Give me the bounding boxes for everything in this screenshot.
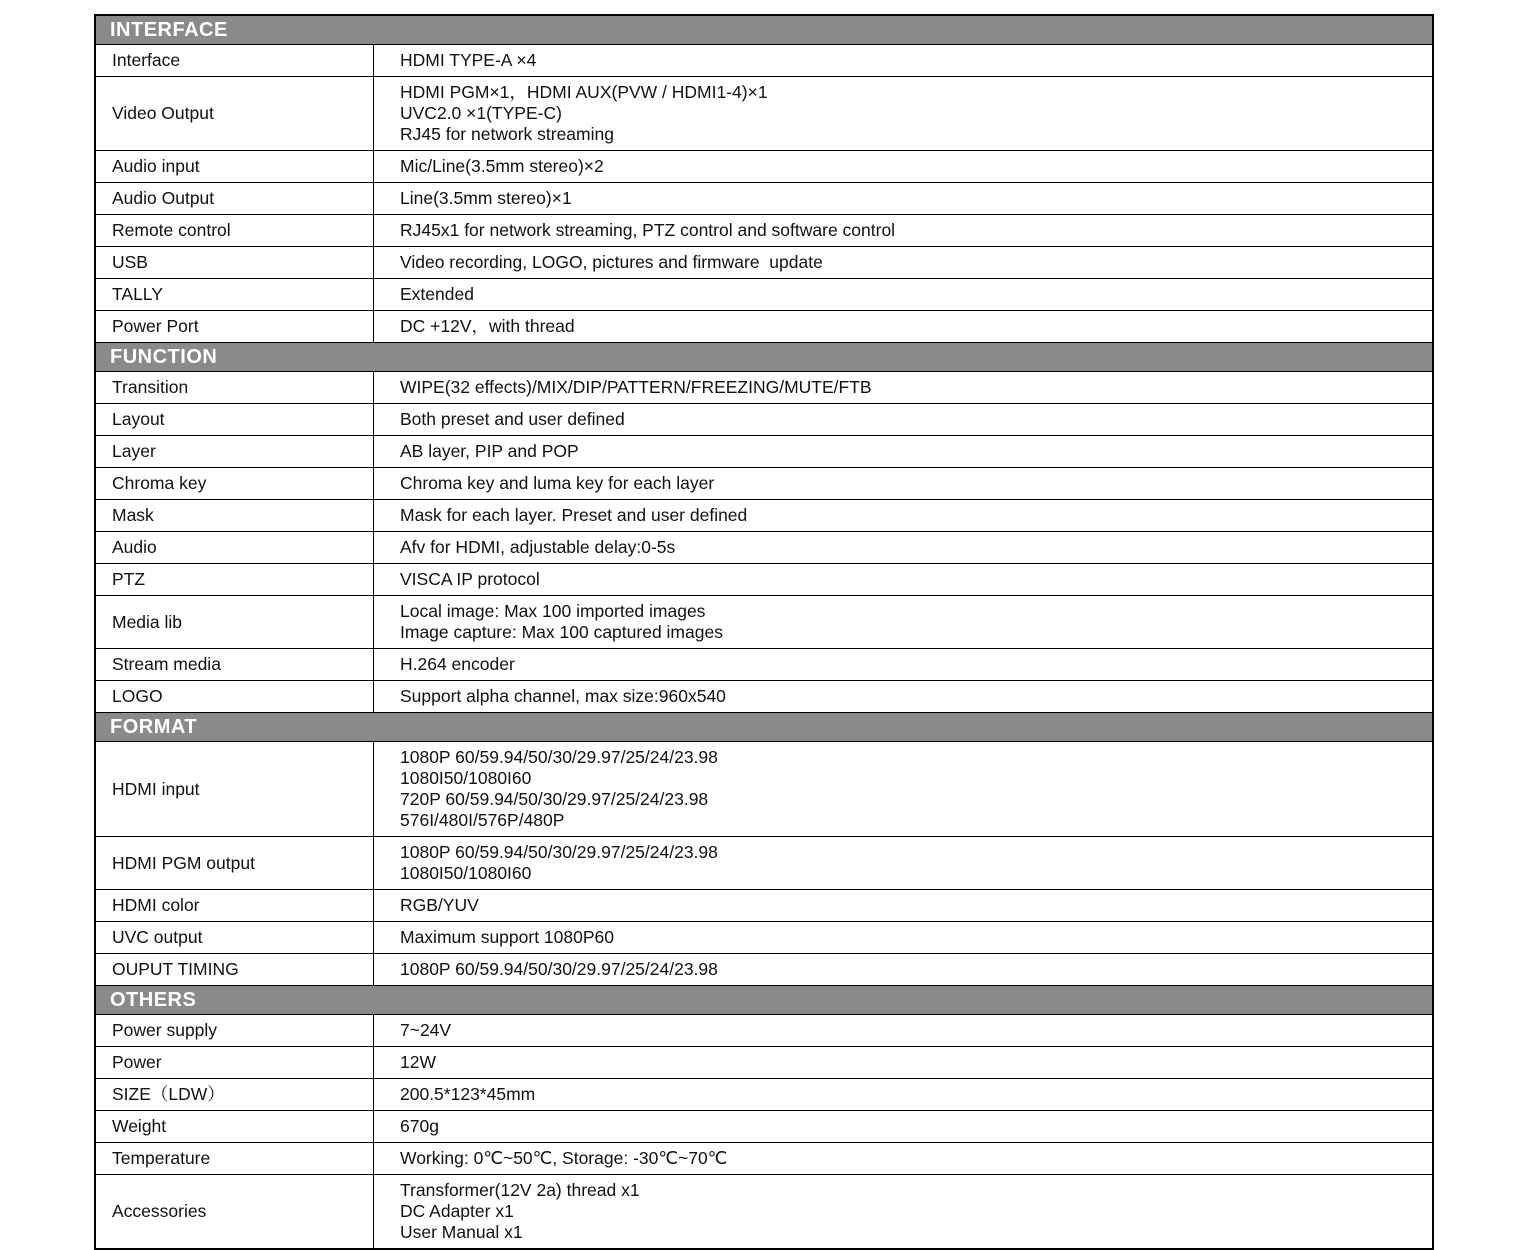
spec-label: TALLY: [96, 279, 374, 310]
spec-label: Power supply: [96, 1015, 374, 1046]
spec-value-line: H.264 encoder: [400, 654, 515, 674]
spec-value-line: UVC2.0 ×1(TYPE-C): [400, 103, 562, 123]
spec-label: Transition: [96, 372, 374, 403]
spec-value-line: WIPE(32 effects)/MIX/DIP/PATTERN/FREEZING/MUTE/FTB: [400, 377, 872, 397]
spec-value-line: Maximum support 1080P60: [400, 927, 614, 947]
spec-row: [96, 564, 1432, 596]
spec-row: [96, 532, 1432, 564]
spec-value-line: HDMI PGM×1，HDMI AUX(PVW / HDMI1-4)×1: [400, 82, 768, 102]
spec-value: [374, 742, 1432, 836]
spec-row: [96, 468, 1432, 500]
spec-row: [96, 890, 1432, 922]
spec-value-line: 1080I50/1080I60: [400, 768, 532, 788]
spec-value-line: RJ45 for network streaming: [400, 124, 614, 144]
spec-value-line: VISCA IP protocol: [400, 569, 540, 589]
spec-value-line: Chroma key and luma key for each layer: [400, 473, 715, 493]
spec-value: [374, 500, 1432, 531]
spec-label: Power Port: [96, 311, 374, 342]
spec-value: [374, 564, 1432, 595]
spec-value-line: Working: 0℃~50℃, Storage: -30℃~70℃: [400, 1148, 728, 1168]
spec-value-line: DC +12V，with thread: [400, 316, 575, 336]
spec-row: [96, 77, 1432, 151]
spec-row: [96, 922, 1432, 954]
spec-value: [374, 183, 1432, 214]
spec-value: [374, 649, 1432, 680]
spec-label: HDMI PGM output: [96, 837, 374, 889]
spec-value-line: Mic/Line(3.5mm stereo)×2: [400, 156, 604, 176]
spec-value: [374, 468, 1432, 499]
spec-label: LOGO: [96, 681, 374, 712]
spec-value: [374, 1079, 1432, 1110]
spec-value-line: Local image: Max 100 imported images: [400, 601, 706, 621]
spec-row: [96, 1015, 1432, 1047]
spec-label: SIZE（LDW）: [96, 1079, 374, 1110]
spec-value-line: User Manual x1: [400, 1222, 523, 1242]
spec-value: [374, 279, 1432, 310]
spec-value: [374, 404, 1432, 435]
section-header-format: FORMAT: [96, 713, 1432, 742]
spec-value-line: Line(3.5mm stereo)×1: [400, 188, 572, 208]
spec-label: Chroma key: [96, 468, 374, 499]
spec-label: Interface: [96, 45, 374, 76]
spec-row: [96, 681, 1432, 713]
spec-value: [374, 77, 1432, 150]
spec-value: [374, 922, 1432, 953]
spec-row: [96, 404, 1432, 436]
spec-label: Power: [96, 1047, 374, 1078]
spec-label: Video Output: [96, 77, 374, 150]
spec-value: [374, 837, 1432, 889]
spec-value-line: Afv for HDMI, adjustable delay:0-5s: [400, 537, 676, 557]
spec-row: [96, 649, 1432, 681]
spec-row: [96, 279, 1432, 311]
spec-value-line: Mask for each layer. Preset and user defined: [400, 505, 748, 525]
spec-value-line: Both preset and user defined: [400, 409, 625, 429]
spec-row: [96, 372, 1432, 404]
spec-value-line: AB layer, PIP and POP: [400, 441, 579, 461]
spec-value: [374, 1143, 1432, 1174]
spec-value: [374, 1111, 1432, 1142]
spec-value: [374, 532, 1432, 563]
spec-label: PTZ: [96, 564, 374, 595]
spec-row: [96, 837, 1432, 890]
spec-value: [374, 372, 1432, 403]
spec-row: [96, 1143, 1432, 1175]
spec-value: [374, 954, 1432, 985]
spec-label: Mask: [96, 500, 374, 531]
spec-value-line: Image capture: Max 100 captured images: [400, 622, 723, 642]
spec-label: Audio: [96, 532, 374, 563]
spec-row: [96, 247, 1432, 279]
spec-value-line: Extended: [400, 284, 474, 304]
spec-value-line: 200.5*123*45mm: [400, 1084, 536, 1104]
spec-value-line: 720P 60/59.94/50/30/29.97/25/24/23.98: [400, 789, 709, 809]
spec-value-line: 1080P 60/59.94/50/30/29.97/25/24/23.98: [400, 747, 718, 767]
spec-value: [374, 311, 1432, 342]
spec-value-line: Support alpha channel, max size:960x540: [400, 686, 726, 706]
spec-label: Weight: [96, 1111, 374, 1142]
spec-value: [374, 436, 1432, 467]
spec-value-line: DC Adapter x1: [400, 1201, 514, 1221]
section-header-function: FUNCTION: [96, 343, 1432, 372]
spec-label: USB: [96, 247, 374, 278]
spec-value: [374, 596, 1432, 648]
spec-row: [96, 151, 1432, 183]
spec-value-line: HDMI TYPE-A ×4: [400, 50, 537, 70]
spec-row: [96, 45, 1432, 77]
spec-label: Temperature: [96, 1143, 374, 1174]
spec-row: [96, 1175, 1432, 1248]
spec-value: [374, 890, 1432, 921]
spec-row: [96, 500, 1432, 532]
spec-label: Media lib: [96, 596, 374, 648]
spec-row: [96, 954, 1432, 986]
spec-value-line: 670g: [400, 1116, 439, 1136]
spec-value-line: 576I/480I/576P/480P: [400, 810, 565, 830]
spec-value-line: Transformer(12V 2a) thread x1: [400, 1180, 640, 1200]
spec-label: OUPUT TIMING: [96, 954, 374, 985]
spec-value: [374, 215, 1432, 246]
spec-value-line: 1080P 60/59.94/50/30/29.97/25/24/23.98: [400, 959, 718, 979]
spec-value: [374, 681, 1432, 712]
spec-value: [374, 247, 1432, 278]
spec-label: Accessories: [96, 1175, 374, 1248]
spec-row: [96, 1047, 1432, 1079]
spec-label: HDMI input: [96, 742, 374, 836]
spec-label: Audio Output: [96, 183, 374, 214]
section-header-others: OTHERS: [96, 986, 1432, 1015]
spec-row: [96, 436, 1432, 468]
spec-value: [374, 1175, 1432, 1248]
spec-row: [96, 183, 1432, 215]
spec-row: [96, 311, 1432, 343]
spec-value: [374, 1015, 1432, 1046]
spec-label: Remote control: [96, 215, 374, 246]
section-header-interface: INTERFACE: [96, 16, 1432, 45]
spec-label: HDMI color: [96, 890, 374, 921]
spec-label: Layout: [96, 404, 374, 435]
spec-label: UVC output: [96, 922, 374, 953]
spec-value-line: 12W: [400, 1052, 436, 1072]
spec-value-line: 1080P 60/59.94/50/30/29.97/25/24/23.98: [400, 842, 718, 862]
spec-value: [374, 151, 1432, 182]
spec-value: [374, 45, 1432, 76]
spec-row: [96, 215, 1432, 247]
spec-value-line: Video recording, LOGO, pictures and firmware update: [400, 252, 823, 272]
spec-value: [374, 1047, 1432, 1078]
spec-label: Layer: [96, 436, 374, 467]
spec-row: [96, 1079, 1432, 1111]
spec-table: [94, 14, 1434, 1250]
spec-label: Audio input: [96, 151, 374, 182]
spec-row: [96, 596, 1432, 649]
spec-value-line: RGB/YUV: [400, 895, 479, 915]
spec-value-line: RJ45x1 for network streaming, PTZ control and software control: [400, 220, 896, 240]
spec-value-line: 7~24V: [400, 1020, 452, 1040]
spec-row: [96, 1111, 1432, 1143]
spec-label: Stream media: [96, 649, 374, 680]
spec-value-line: 1080I50/1080I60: [400, 863, 532, 883]
spec-row: [96, 742, 1432, 837]
